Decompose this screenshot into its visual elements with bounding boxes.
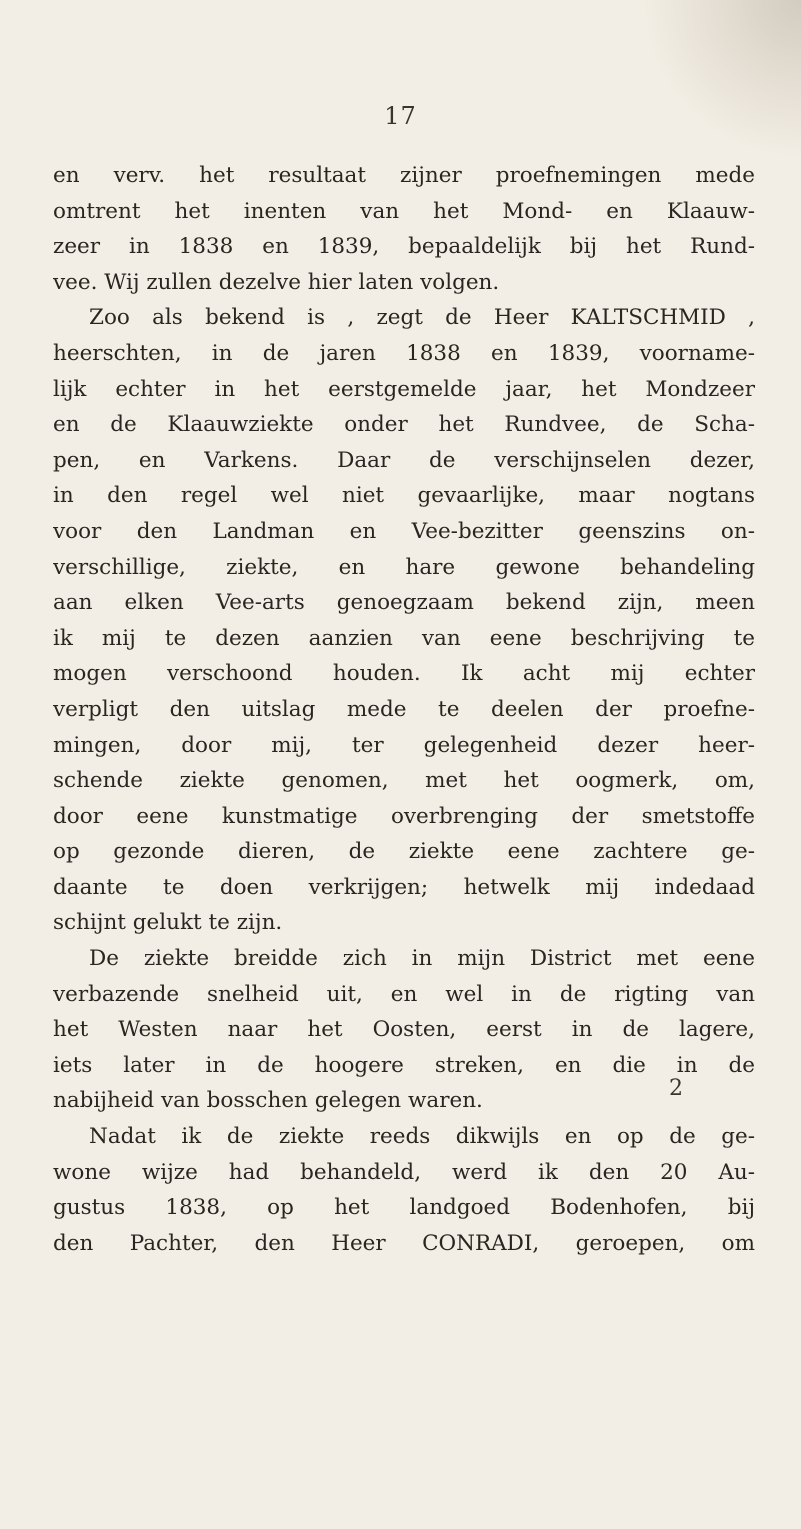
text-line: lijk echter in het eerstgemelde jaar, het Mondzeer: [53, 376, 755, 402]
text-line: nabijheid van bosschen gelegen waren.: [53, 1088, 483, 1114]
text-line: vee. Wij zullen dezelve hier laten volgen.: [53, 269, 500, 295]
text-line: Zoo als bekend is , zegt de Heer KALTSCHMID ,: [89, 305, 755, 331]
text-line: in den regel wel niet gevaarlijke, maar nogtans: [53, 483, 755, 509]
text-line: op gezonde dieren, de ziekte eene zachtere ge-: [53, 839, 755, 865]
text-line: heerschten, in de jaren 1838 en 1839, voorname-: [53, 340, 755, 366]
text-line: pen, en Varkens. Daar de verschijnselen dezer,: [53, 447, 755, 473]
text-line: verbazende snelheid uit, en wel in de rigting van: [53, 981, 755, 1007]
text-line: mogen verschoond houden. Ik acht mij echter: [53, 661, 755, 687]
text-line: De ziekte breidde zich in mijn District met eene: [89, 946, 755, 972]
page-stain: [641, 0, 801, 160]
page-number: 17: [384, 102, 417, 130]
text-line: wone wijze had behandeld, werd ik den 20 Au-: [53, 1159, 755, 1185]
text-line: iets later in de hoogere streken, en die in de: [53, 1052, 755, 1078]
text-line: verpligt den uitslag mede te deelen der proefne-: [53, 696, 755, 722]
text-line: zeer in 1838 en 1839, bepaaldelijk bij het Rund-: [53, 234, 755, 260]
text-line: het Westen naar het Oosten, eerst in de lagere,: [53, 1017, 755, 1043]
text-line: schijnt gelukt te zijn.: [53, 910, 283, 936]
text-line: ik mij te dezen aanzien van eene beschrijving te: [53, 625, 755, 651]
body-text: [53, 158, 755, 1261]
text-line: aan elken Vee-arts genoegzaam bekend zijn, meen: [53, 590, 755, 616]
text-line: door eene kunstmatige overbrenging der smetstoffe: [53, 803, 755, 829]
text-line: voor den Landman en Vee-bezitter geenszins on-: [53, 518, 755, 544]
text-line: schende ziekte genomen, met het oogmerk, om,: [53, 768, 755, 794]
text-line: omtrent het inenten van het Mond- en Klaauw-: [53, 198, 755, 224]
text-line: Nadat ik de ziekte reeds dikwijls en op de ge-: [89, 1124, 755, 1150]
text-line: gustus 1838, op het landgoed Bodenhofen, bij: [53, 1195, 755, 1221]
text-line: mingen, door mij, ter gelegenheid dezer heer-: [53, 732, 755, 758]
text-line: den Pachter, den Heer CONRADI, geroepen, om: [53, 1230, 755, 1256]
signature-mark: 2: [669, 1076, 683, 1101]
text-line: en de Klaauwziekte onder het Rundvee, de Scha-: [53, 412, 755, 438]
text-line: daante te doen verkrijgen; hetwelk mij indedaad: [53, 874, 755, 900]
text-line: en verv. het resultaat zijner proefnemingen mede: [53, 163, 755, 188]
text-line: verschillige, ziekte, en hare gewone behandeling: [53, 554, 755, 580]
